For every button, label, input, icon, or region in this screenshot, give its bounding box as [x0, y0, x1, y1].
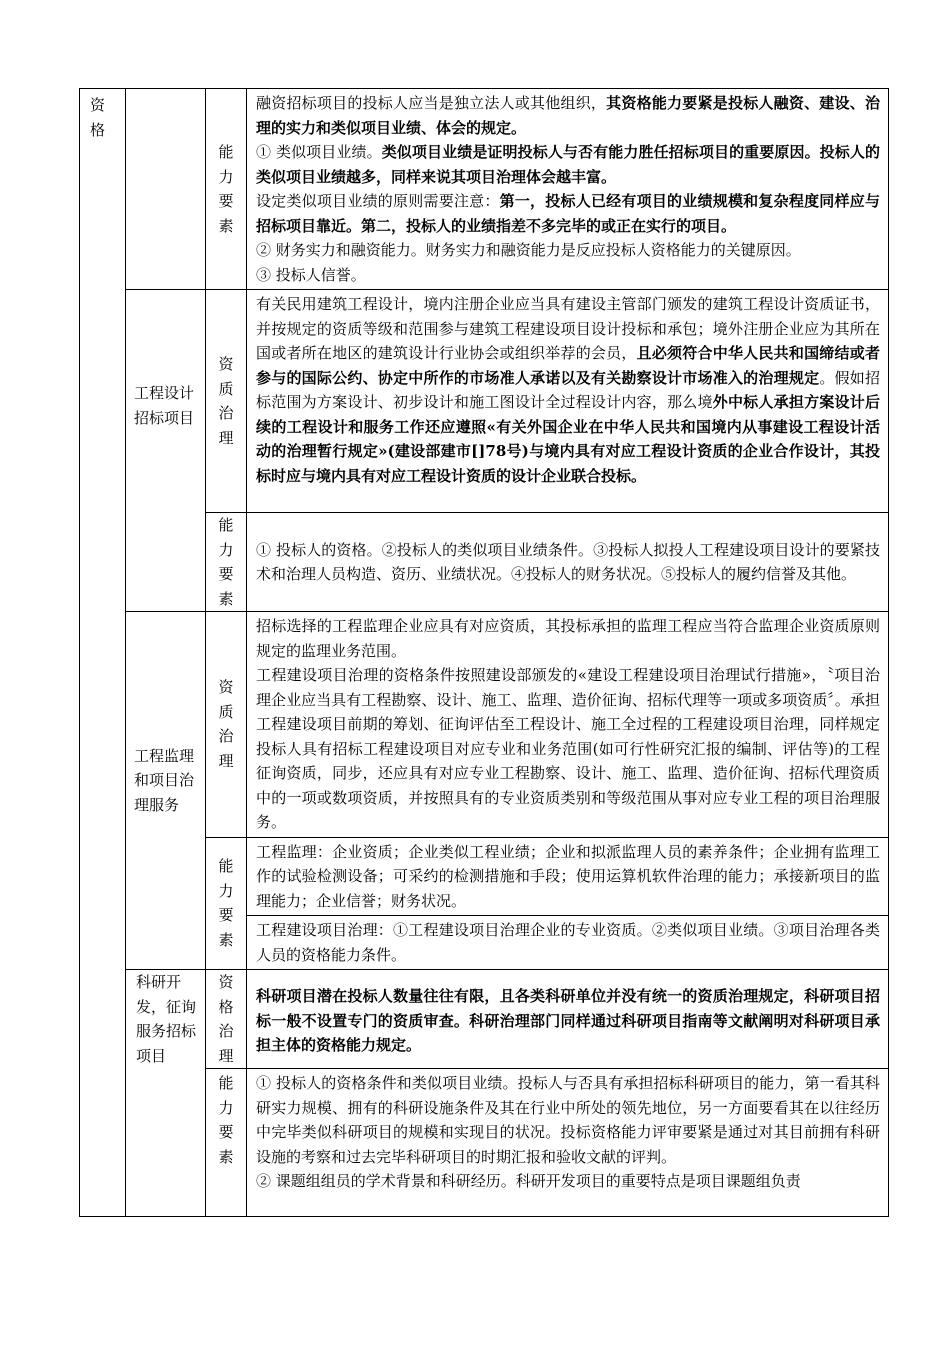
paragraph-text: 。假如招标范围为方案设计、初步设计和施工图设计全过程设计内容，那么境	[256, 368, 880, 411]
table-row	[80, 970, 889, 1069]
table-row	[80, 89, 889, 290]
paragraph-text: 招标选择的工程监理企业应具有对应资质，其投标承担的监理工程应当符合监理企业资质原则规定的监理业务范围。	[256, 617, 880, 660]
category-cell-empty	[126, 89, 206, 290]
paragraph-text-bold: 类似项目业绩是证明投标人与否有能力胜任招标项目的重要原因。投标人的类似项目业绩越多，同样来说其项目治理体会越丰富。	[256, 143, 880, 186]
type-label: 能 力 要 素	[206, 89, 247, 290]
paragraph-text-bold: 外中标人承担方案设计后续的工程设计和服务工作还应遵照«有关外国企业在中华人民共和国境内从事建设工程设计活动的治理暂行规定»(建设部建市[]78号)与境内具有对应工程设计资质的企业合作设计，其投标时应与境内具有对应工程设计资质的设计企业联合投标。	[256, 393, 880, 485]
paragraph-text: ② 财务实力和融资能力。财务实力和融资能力是反应投标人资格能力的关键原因。	[256, 241, 801, 259]
paragraph-text: ③ 投标人信誉。	[256, 265, 366, 284]
paragraph-text-bold: 第一，投标人已经有项目的业绩规模和复杂程度同样应与招标项目靠近。第二，投标人的业绩指差不多完毕的或正在实行的项目。	[256, 192, 880, 235]
paragraph-text-bold: 且必须符合中华人民共和国缔结或者参与的国际公约、协定中所作的市场准人承诺以及有关勘察设计市场准入的治理规定	[256, 344, 880, 387]
content-cell	[247, 916, 889, 970]
qualification-table	[79, 88, 889, 1217]
category-label: 工程监理和项目治理服务	[126, 612, 206, 970]
type-label: 能 力 要 素	[206, 513, 247, 612]
content-cell	[247, 513, 889, 612]
content-cell	[247, 837, 889, 916]
content-cell	[247, 612, 889, 838]
content-cell	[247, 970, 889, 1069]
section-label: 资格	[90, 96, 106, 139]
type-label: 能 力 要 素	[206, 837, 247, 970]
paragraph-text: ① 投标人的资格条件和类似项目业绩。投标人与否具有承担招标科研项目的能力，第一看其科研实力规模、拥有的科研设施条件及其在行业中所处的领先地位，另一方面要看其在以往经历中完毕类似科研项目的规模和实现目的状况。投标资格能力评审要紧是通过对其目前拥有科研设施的考察和过去完毕科研项目的时期汇报和验收文献的评判。	[256, 1074, 880, 1166]
type-label: 资 质 治 理	[206, 290, 247, 513]
paragraph-text: ① 投标人的资格。②投标人的类似项目业绩条件。③投标人拟投人工程建设项目设计的要紧技术和治理人员构造、资历、业绩状况。④投标人的财务状况。⑤投标人的履约信誉及其他。	[256, 540, 880, 583]
table-row	[80, 290, 889, 513]
paragraph-text: 工程监理：企业资质；企业类似工程业绩；企业和拟派监理人员的素养条件；企业拥有监理工作的试验检测设备；可采约的检测措施和手段；使用运算机软件治理的能力；承接新项目的监理能力；企业信誉；财务状况。	[256, 842, 880, 910]
section-label-cell	[80, 89, 126, 1217]
type-label: 资 格 治 理	[206, 970, 247, 1069]
category-label: 工程设计招标项目	[126, 290, 206, 612]
content-cell	[247, 290, 889, 513]
paragraph-text: ① 类似项目业绩。	[256, 143, 382, 161]
paragraph-text: 设定类似项目业绩的原则需要注意：	[256, 192, 500, 210]
category-label: 科研开发，征询服务招标项目	[126, 970, 206, 1217]
paragraph-text-bold: 其资格能力要紧是投标人融资、建设、治理的实力和类似项目业绩、体会的规定。	[256, 94, 880, 137]
paragraph-text: 融资招标项目的投标人应当是独立法人或其他组织，	[256, 94, 607, 112]
table-row	[80, 612, 889, 838]
content-cell	[247, 1069, 889, 1217]
type-label: 能 力 要 素	[206, 1069, 247, 1217]
content-cell	[247, 89, 889, 290]
paragraph-text: 有关民用建筑工程设计，境内注册企业应当具有建设主管部门颁发的建筑工程设计资质证书，并按规定的资质等级和范围参与建筑工程建设项目设计投标和承包；境外注册企业应为其所在国或者所在地区的建筑设计行业协会或组织举荐的会员，	[256, 295, 880, 362]
paragraph-text: 工程建设项目治理：①工程建设项目治理企业的专业资质。②类似项目业绩。③项目治理各类人员的资格能力条件。	[256, 921, 880, 964]
paragraph-text-bold: 科研项目潜在投标人数量往往有限，且各类科研单位并没有统一的资质治理规定，科研项目招标一般不设置专门的资质审查。科研治理部门同样通过科研项目指南等文献阐明对科研项目承担主体的资格能力规定。	[256, 987, 880, 1054]
type-label: 资 质 治 理	[206, 612, 247, 838]
paragraph-text: 工程建设项目治理的资格条件按照建设部颁发的«建设工程建设项目治理试行措施»，〝项目治理企业应当具有工程勘察、设计、施工、监理、造价征询、招标代理等一项或多项资质〞。承担工程建设项目前期的筹划、征询评估至工程设计、施工全过程的工程建设项目治理，同样规定投标人具有招标工程建设项目对应专业和业务范围(如可行性研究汇报的编制、评估等)的工程征询资质，同步，还应具有对应专业工程勘察、设计、施工、监理、造价征询、招标代理资质中的一项或数项资质，并按照具有的专业资质类别和等级范围从事对应专业工程的项目治理服务。	[256, 666, 880, 831]
paragraph-text: ② 课题组组员的学术背景和科研经历。科研开发项目的重要特点是项目课题组负责	[256, 1172, 801, 1190]
